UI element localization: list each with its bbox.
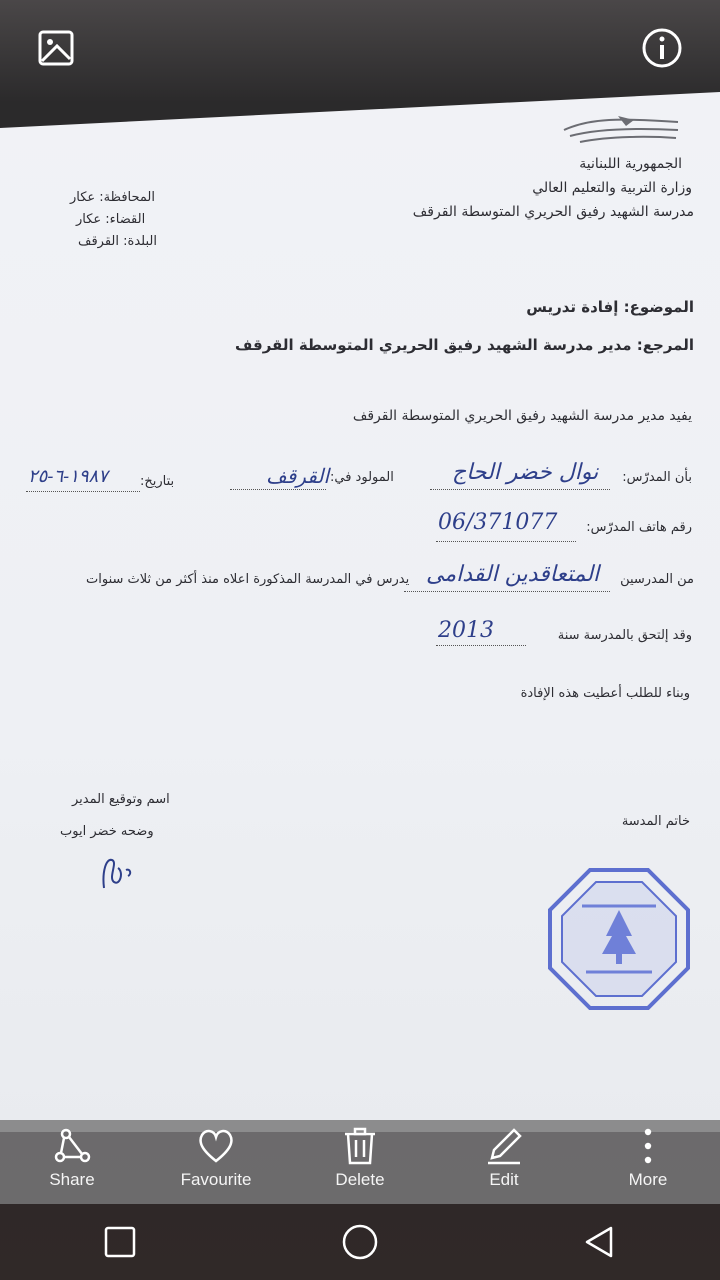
born-label: المولود في: bbox=[330, 470, 394, 485]
reference-line: المرجع: مدير مدرسة الشهيد رفيق الحريري المتوسطة القرقف bbox=[235, 336, 694, 354]
intro-line: يفيد مدير مدرسة الشهيد رفيق الحريري المتوسطة القرقف bbox=[352, 408, 692, 424]
system-navbar bbox=[0, 1204, 720, 1280]
photo-toolbar bbox=[0, 1120, 720, 1204]
birth-date: ١٩٨٧-٦-٢٥ bbox=[28, 466, 108, 487]
phone-value: 06/371077 bbox=[438, 510, 558, 535]
signature-mark bbox=[96, 848, 142, 894]
info-icon[interactable] bbox=[640, 26, 684, 70]
image-icon[interactable] bbox=[34, 26, 78, 70]
sign-name: وضحه خضر ايوب bbox=[60, 824, 154, 839]
header-school: مدرسة الشهيد رفيق الحريري المتوسطة القرقف bbox=[412, 204, 694, 220]
more-label: More bbox=[628, 1170, 668, 1189]
joined-dots bbox=[436, 644, 526, 646]
home-button[interactable] bbox=[320, 1212, 400, 1272]
recents-button[interactable] bbox=[80, 1212, 160, 1272]
sign-label: اسم وتوقيع المدير bbox=[72, 792, 170, 807]
more-vertical-icon bbox=[628, 1126, 668, 1166]
heart-icon bbox=[196, 1126, 236, 1166]
born-dots bbox=[230, 488, 326, 490]
ministry-logo-icon bbox=[560, 112, 682, 146]
stamp-label: خاتم المدسة bbox=[621, 814, 690, 829]
edit-button[interactable] bbox=[449, 1120, 559, 1190]
share-icon bbox=[52, 1126, 92, 1166]
share-label: Share bbox=[49, 1170, 95, 1189]
subject-line: الموضوع: إفادة تدريس bbox=[526, 298, 694, 316]
joined-year: 2013 bbox=[438, 618, 494, 643]
favourite-label: Favourite bbox=[180, 1170, 252, 1189]
header-town: البلدة: القرقف bbox=[78, 234, 157, 249]
back-button[interactable] bbox=[560, 1212, 640, 1272]
school-stamp bbox=[546, 866, 692, 1012]
teacher-name: نوال خضر الحاج bbox=[452, 460, 599, 485]
square-icon bbox=[103, 1225, 137, 1259]
share-button[interactable] bbox=[17, 1120, 127, 1190]
teachers-value: المتعاقدين القدامى bbox=[426, 562, 600, 587]
teachers-dots bbox=[404, 590, 610, 592]
closing-line: وبناء للطلب أعطيت هذه الإفادة bbox=[520, 686, 690, 701]
teaches-text: يدرس في المدرسة المذكورة اعلاه منذ أكثر من ثلاث سنوات bbox=[86, 572, 410, 587]
circle-icon bbox=[341, 1223, 379, 1261]
triangle-back-icon bbox=[583, 1225, 617, 1259]
phone-label: رقم هاتف المدرّس: bbox=[586, 520, 692, 535]
more-button[interactable] bbox=[593, 1120, 703, 1190]
born-place: القرقف bbox=[266, 464, 330, 488]
trash-icon bbox=[340, 1126, 380, 1166]
header-governorate: المحافظة: عكار bbox=[70, 190, 155, 205]
header-district: القضاء: عكار bbox=[76, 212, 146, 227]
edit-label: Edit bbox=[489, 1170, 519, 1189]
phone-dots bbox=[436, 540, 576, 542]
pencil-icon bbox=[484, 1126, 524, 1166]
header-republic: الجمهورية اللبنانية bbox=[579, 156, 682, 172]
teacher-label: بأن المدرّس: bbox=[622, 470, 692, 485]
joined-label: وقد إلتحق بالمدرسة سنة bbox=[557, 628, 692, 643]
teacher-dots bbox=[430, 488, 610, 490]
favourite-button[interactable] bbox=[161, 1120, 271, 1190]
header-ministry: وزارة التربية والتعليم العالي bbox=[532, 180, 692, 196]
teachers-label: من المدرسين bbox=[620, 572, 694, 587]
delete-label: Delete bbox=[335, 1170, 385, 1189]
delete-button[interactable] bbox=[305, 1120, 415, 1190]
date-label: بتاريخ: bbox=[140, 474, 175, 489]
date-dots bbox=[26, 490, 140, 492]
